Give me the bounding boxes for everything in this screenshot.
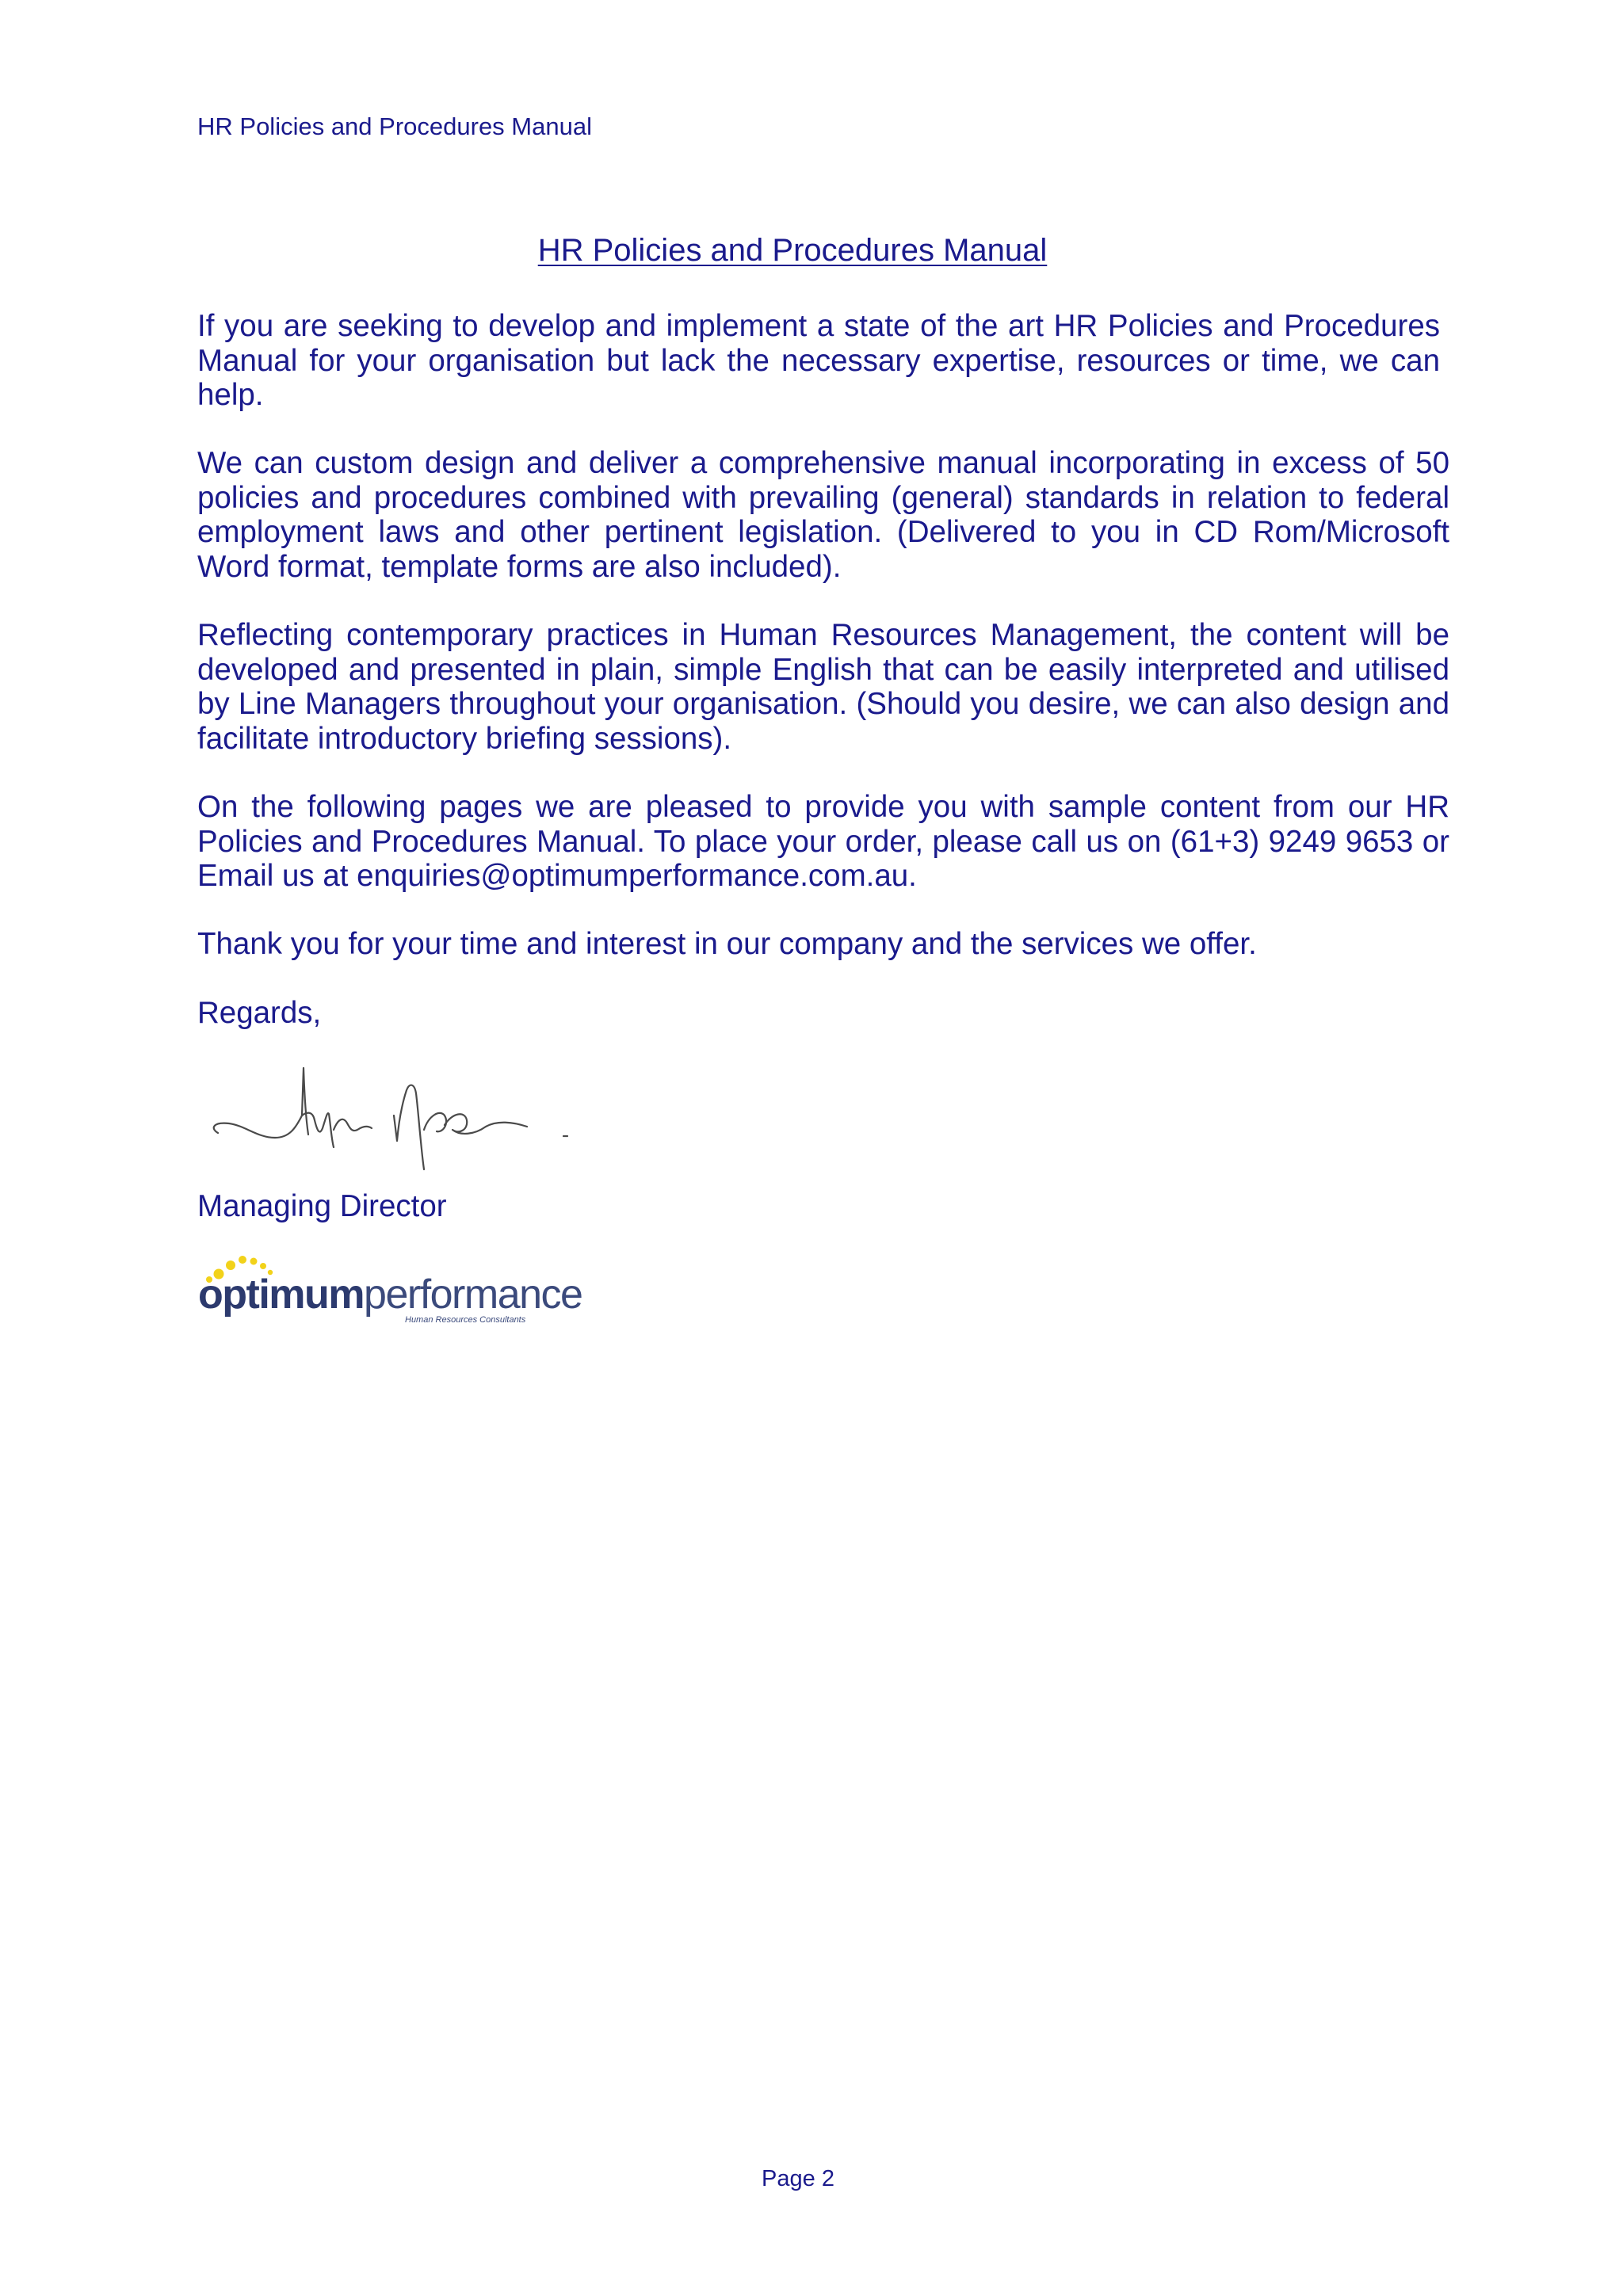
closing-salutation: Regards,	[197, 996, 322, 1030]
approach-paragraph: Reflecting contemporary practices in Human Resources Management, the content will be developed and presented in plain, simple English that can be easily interpreted and utilised by Line Managers throughout your organisation. (Should you desire, we can also design and facilitate introductory briefing sessions).	[197, 618, 1449, 756]
company-logo	[195, 1253, 582, 1329]
intro-paragraph: If you are seeking to develop and implement a state of the art HR Policies and Procedures Manual for your organisation but lack the necessary expertise, resources or time, we can help.	[197, 309, 1440, 412]
logo-wordmark	[198, 1271, 582, 1318]
logo-tagline: Human Resources Consultants	[405, 1315, 526, 1325]
document-title-text: HR Policies and Procedures Manual	[537, 233, 1048, 268]
running-header: HR Policies and Procedures Manual	[197, 113, 592, 140]
signatory-title: Managing Director	[197, 1189, 447, 1223]
logo-word-light: performance	[364, 1272, 582, 1318]
page-number: Page 2	[762, 2166, 834, 2191]
contact-paragraph: On the following pages we are pleased to provide you with sample content from our HR Policies and Procedures Manual. To place your order, please call us on (61+3) 9249 9653 or Email us at enquiries@optimumperformance.com.au.	[197, 790, 1449, 893]
document-title	[0, 231, 1585, 269]
handwritten-signature	[202, 1036, 582, 1175]
logo-word-strong: optimum	[198, 1272, 365, 1318]
offering-paragraph: We can custom design and deliver a comprehensive manual incorporating in excess of 50 policies and procedures combined with prevailing (general) standards in relation to federal employment laws and other pertinent legislation. (Delivered to you in CD Rom/Microsoft Word format, template forms are also included).	[197, 446, 1449, 584]
thanks-paragraph: Thank you for your time and interest in our company and the services we offer.	[197, 927, 1257, 961]
